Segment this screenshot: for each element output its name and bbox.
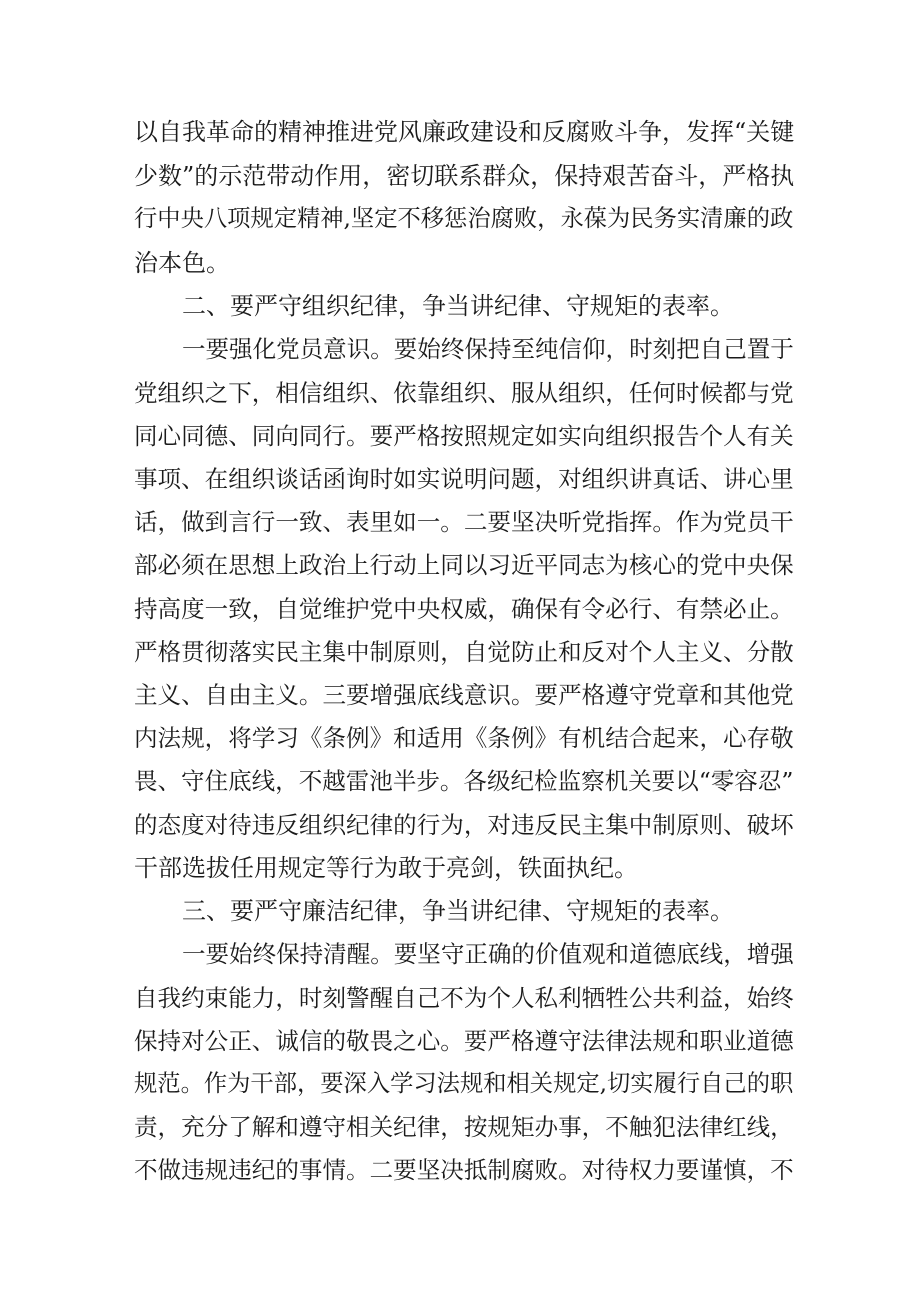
paragraph-line: 严格贯彻落实民主集中制原则，自觉防止和反对个人主义、分散 (134, 638, 794, 666)
paragraph-line: 党组织之下，相信组织、依靠组织、服从组织，任何时候都与党 (134, 379, 794, 407)
section-heading-2: 二、要严守组织纪律，争当讲纪律、守规矩的表率。 (182, 292, 734, 320)
paragraph-line: 同心同德、同向同行。要严格按照规定如实向组织报告个人有关 (134, 422, 794, 450)
paragraph-line: 事项、在组织谈话函询时如实说明问题，对组织讲真话、讲心里 (134, 465, 794, 493)
paragraph-line: 持高度一致，自觉维护党中央权威，确保有令必行、有禁必止。 (134, 595, 794, 623)
paragraph-line: 的态度对待违反组织纪律的行为，对违反民主集中制原则、破坏 (134, 811, 794, 839)
paragraph-line: 畏、守住底线，不越雷池半步。各级纪检监察机关要以“零容忍” (134, 767, 794, 795)
paragraph-line: 干部选拔任用规定等行为敢于亮剑，铁面执纪。 (134, 854, 638, 882)
paragraph-line: 以自我革命的精神推进党风廉政建设和反腐败斗争，发挥“关键 (134, 118, 795, 146)
paragraph-line: 规范。作为干部，要深入学习法规和相关规定,切实履行自己的职 (134, 1070, 794, 1097)
paragraph-line: 一要强化党员意识。要始终保持至纯信仰，时刻把自己置于 (182, 335, 794, 363)
paragraph-line: 少数”的示范带动作用，密切联系群众，保持艰苦奋斗，严格执 (134, 162, 795, 190)
paragraph-line: 部必须在思想上政治上行动上同以习近平同志为核心的党中央保 (134, 551, 794, 579)
paragraph-line: 行中央八项规定精神,坚定不移惩治腐败，永葆为民务实清廉的政 (134, 205, 794, 232)
paragraph-line: 治本色。 (134, 249, 230, 277)
paragraph-line: 话，做到言行一致、表里如一。二要坚决听党指挥。作为党员干 (134, 508, 794, 536)
paragraph-line: 一要始终保持清醒。要坚守正确的价值观和道德底线，增强 (182, 940, 794, 968)
section-heading-3: 三、要严守廉洁纪律，争当讲纪律、守规矩的表率。 (182, 897, 734, 925)
paragraph-line: 主义、自由主义。三要增强底线意识。要严格遵守党章和其他党 (134, 681, 794, 709)
paragraph-line: 不做违规违纪的事情。二要坚决抵制腐败。对待权力要谨慎，不 (134, 1156, 794, 1184)
paragraph-line: 保持对公正、诚信的敬畏之心。要严格遵守法律法规和职业道德 (134, 1027, 794, 1055)
paragraph-line: 责，充分了解和遵守相关纪律，按规矩办事，不触犯法律红线， (134, 1113, 794, 1141)
paragraph-line: 自我约束能力，时刻警醒自己不为个人私利牺牲公共利益，始终 (134, 984, 794, 1012)
paragraph-line: 内法规，将学习《条例》和适用《条例》有机结合起来，心存敬 (134, 724, 794, 752)
